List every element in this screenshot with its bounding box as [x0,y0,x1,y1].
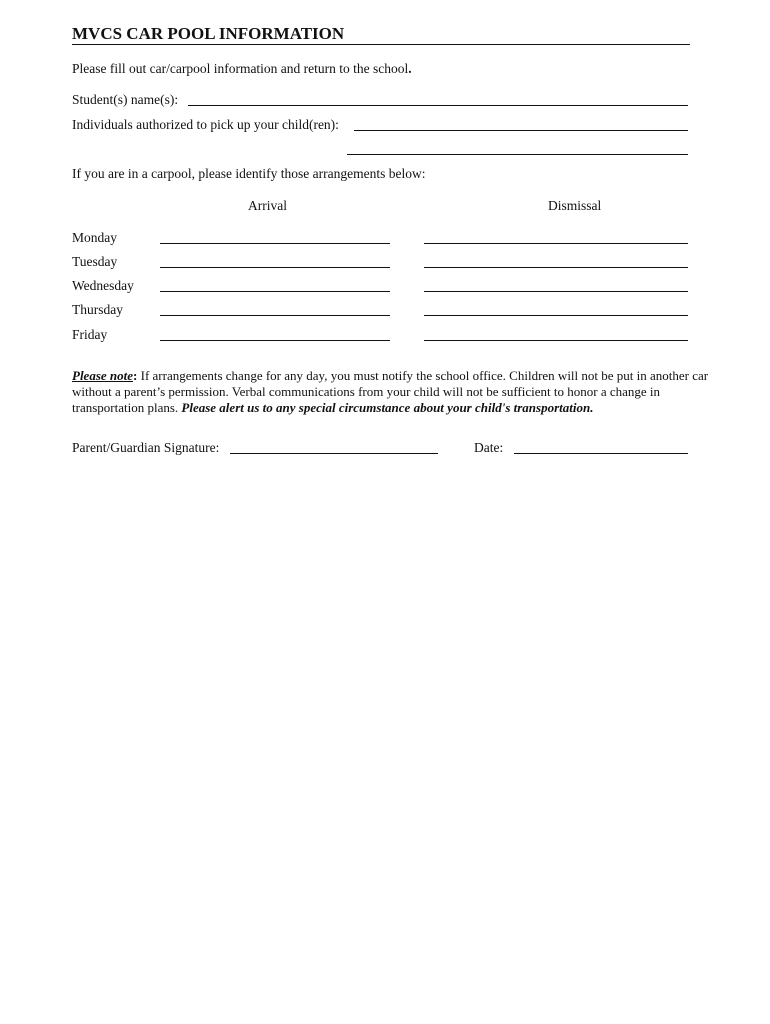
monday-dismissal-field[interactable] [424,243,688,244]
page-title: MVCS CAR POOL INFORMATION [72,24,690,45]
students-name-field[interactable] [188,105,688,106]
note-body: If arrangements change for any day, you must notify the school office. Children will not be put in another car without a parent’s permission. Verbal communications from your child will not be sufficient to honor a change in transportation plans. [72,368,709,415]
authorized-pickup-field-2[interactable] [347,154,688,155]
wednesday-dismissal-field[interactable] [424,291,688,292]
signature-field[interactable] [230,453,438,454]
students-label: Student(s) name(s): [72,92,179,107]
date-label: Date: [474,440,504,455]
day-label-friday: Friday [72,327,108,342]
day-label-thursday: Thursday [72,302,123,317]
date-field[interactable] [514,453,688,454]
thursday-arrival-field[interactable] [160,315,390,316]
intro-text [72,61,412,77]
wednesday-arrival-field[interactable] [160,291,390,292]
please-note-paragraph [72,368,712,416]
friday-dismissal-field[interactable] [424,340,688,341]
authorized-pickup-field-1[interactable] [354,130,688,131]
signature-label: Parent/Guardian Signature: [72,440,220,455]
tuesday-dismissal-field[interactable] [424,267,688,268]
day-label-monday: Monday [72,230,117,245]
note-alert: Please alert us to any special circumstance about your child's transportation. [181,400,594,415]
carpool-instructions: If you are in a carpool, please identify those arrangements below: [72,166,426,181]
monday-arrival-field[interactable] [160,243,390,244]
dismissal-column-header: Dismissal [548,198,602,213]
friday-arrival-field[interactable] [160,340,390,341]
day-label-wednesday: Wednesday [72,278,134,293]
intro-sentence: Please fill out car/carpool information and return to the school [72,61,409,76]
day-label-tuesday: Tuesday [72,254,118,269]
arrival-column-header: Arrival [248,198,287,213]
note-label: Please note [72,368,134,383]
intro-period: . [408,61,412,76]
authorized-pickup-label: Individuals authorized to pick up your child(ren): [72,117,339,132]
thursday-dismissal-field[interactable] [424,315,688,316]
note-colon: : [133,368,138,383]
tuesday-arrival-field[interactable] [160,267,390,268]
